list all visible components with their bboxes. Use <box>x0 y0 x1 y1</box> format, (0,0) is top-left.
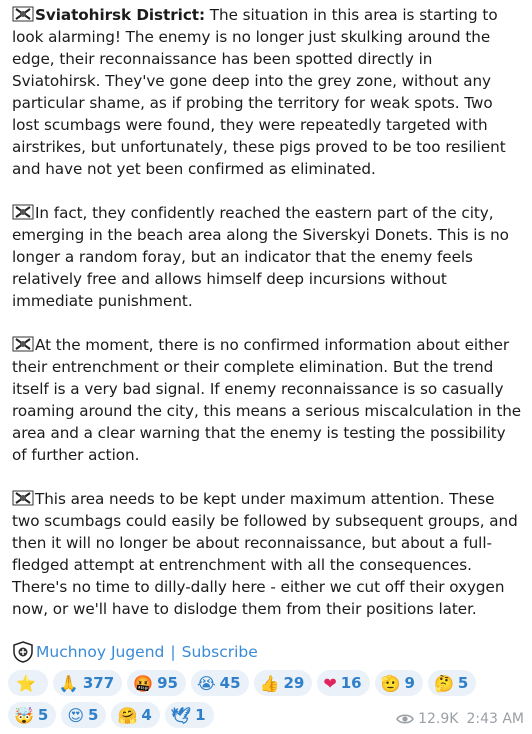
post-time: 2:43 AM <box>466 711 524 727</box>
reaction-count: 1 <box>195 706 206 724</box>
reaction-crying[interactable] <box>191 670 249 696</box>
reaction-hugging[interactable] <box>111 702 159 728</box>
angry-face-icon: 🤬 <box>133 673 154 693</box>
signature-separator: | <box>170 643 176 661</box>
reaction-angry[interactable] <box>127 670 186 696</box>
reaction-count: 95 <box>157 674 178 692</box>
channel-signature <box>12 641 258 663</box>
reaction-count: 16 <box>340 674 362 692</box>
pray-icon: 🙏 <box>58 673 79 693</box>
reaction-pray[interactable] <box>53 670 122 696</box>
post-text: This area needs to be kept under maximum attention. These two scumbags could easily be followed by subsequent groups, and then it will no longer be about reconnaissance, but about a full-fledged attempt at entrenchment with all the consequences. There's no time to dilly-dally here - either we cut off their oxygen now, or we'll have to dislodge them from their positions later. <box>12 490 518 618</box>
view-count: 12.9K <box>418 711 459 727</box>
reaction-thumbs-up[interactable] <box>254 670 313 696</box>
reaction-count: 45 <box>219 674 241 692</box>
post-lead: Sviatohirsk District: <box>35 6 206 24</box>
post-text: The situation in this area is starting to look alarming! The enemy is no longer just skulking around the edge, their reconnaissance has been spotted directly in Sviatohirsk. They've gone deep into the grey zone, without any particular shame, as if probing the territory for weak spots. Two lost scumbags were found, they were repeatedly targeted with airstrikes, but unfortunately, these pigs proved to be too resilient and have not yet been confirmed as eliminated. <box>12 6 506 178</box>
emblem-icon <box>12 204 34 220</box>
reaction-count: 5 <box>88 706 99 724</box>
channel-badge-icon <box>12 641 34 663</box>
exploding-head-icon: 🤯 <box>14 705 34 725</box>
hugging-face-icon: 🤗 <box>117 705 138 725</box>
eye-icon <box>396 713 414 725</box>
post-paragraph-3 <box>12 334 524 466</box>
thumbs-up-icon: 👍 <box>259 673 280 693</box>
reaction-heart-eyes[interactable] <box>61 702 106 728</box>
post-paragraph-2 <box>12 202 524 312</box>
thinking-face-icon: 🤔 <box>433 673 454 693</box>
reactions-row-1 <box>8 670 528 696</box>
emblem-icon <box>12 490 34 506</box>
reaction-thinking[interactable] <box>428 670 476 696</box>
subscribe-link[interactable]: Subscribe <box>181 643 258 661</box>
reaction-count: 5 <box>37 706 49 724</box>
reaction-salute[interactable] <box>375 670 423 696</box>
emblem-icon <box>12 336 34 352</box>
post-paragraph-4 <box>12 488 524 620</box>
reaction-count: 29 <box>283 674 305 692</box>
salute-icon: 🫡 <box>380 673 401 693</box>
star-icon: ⭐ <box>16 673 36 693</box>
reaction-exploding-head[interactable] <box>8 702 56 728</box>
reaction-count: 4 <box>141 706 152 724</box>
reaction-star[interactable] <box>8 670 48 696</box>
dove-icon: 🕊 <box>170 705 192 725</box>
reaction-count: 9 <box>404 674 415 692</box>
reaction-heart[interactable] <box>317 670 369 696</box>
reaction-dove[interactable] <box>165 702 214 728</box>
emblem-icon <box>12 6 34 22</box>
post-text: In fact, they confidently reached the eastern part of the city, emerging in the beach area along the Siverskyi Donets. This is no longer a random foray, but an indicator that the enemy feels relatively free and allows himself deep incursions without immediate punishment. <box>12 204 509 310</box>
post-text: At the moment, there is no confirmed information about either their entrenchment or their complete elimination. But the trend itself is a very bad signal. If enemy reconnaissance is so casually roaming around the city, this means a serious miscalculation in the area and a clear warning that the enemy is testing the possibility of further action. <box>12 336 522 464</box>
channel-link[interactable]: Muchnoy Jugend <box>36 643 165 661</box>
reaction-count: 377 <box>82 674 115 692</box>
crying-face-icon: 😭 <box>196 673 216 693</box>
heart-eyes-icon: 😍 <box>67 705 85 725</box>
post-meta <box>396 711 524 727</box>
post-paragraph-1 <box>12 4 524 180</box>
heart-icon: ❤ <box>323 673 337 693</box>
reaction-count: 5 <box>457 674 469 692</box>
